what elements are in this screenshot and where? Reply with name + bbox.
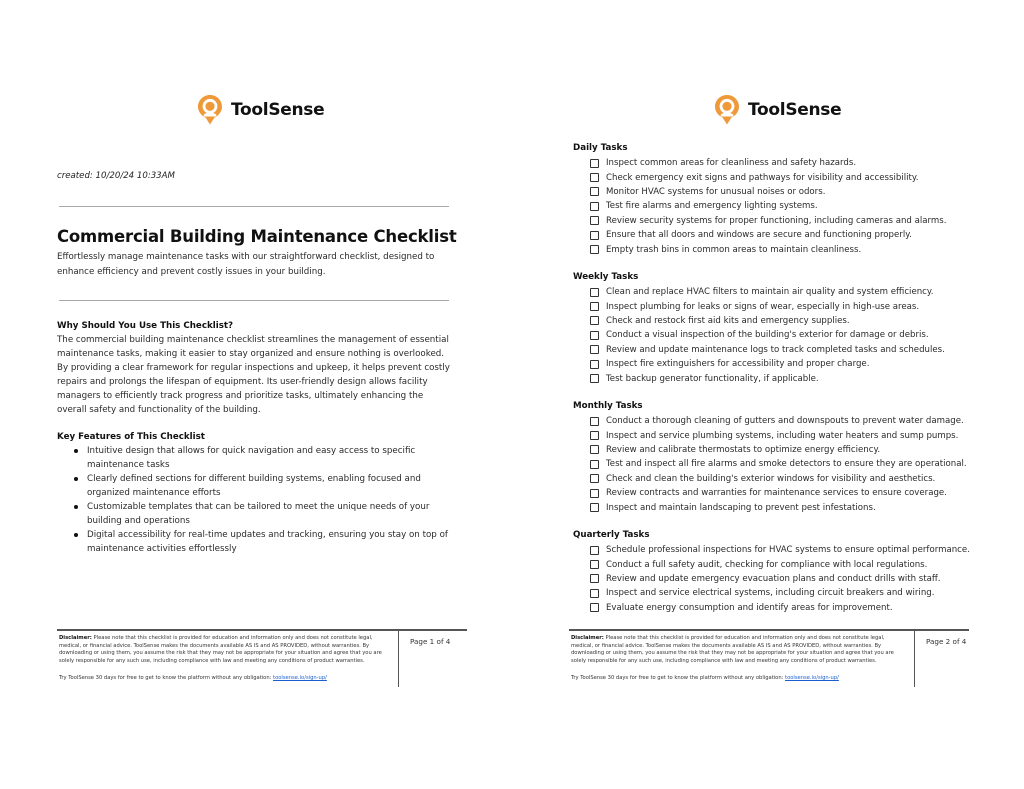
disclaimer-text: Disclaimer: Please note that this checklist is provided for education and information only and does not constitute legal, medical, or financial advice. ToolSense makes the documents available AS IS and AS PROVIDED, without warranties. By downloading or using them, you assume the risk that they may not be appropriate for your situation and agree that you are solely responsible for any such use, including compliance with law and meeting any conditions of product warranties. [571, 635, 894, 664]
checkbox[interactable] [590, 603, 599, 612]
checklist-item[interactable]: Test backup generator functionality, if applicable. [573, 371, 993, 385]
quarterly-tasks-section [573, 529, 993, 615]
section-heading: Quarterly Tasks [573, 530, 650, 540]
page-number: Page 2 of 4 [926, 637, 967, 646]
checklist-item[interactable]: Inspect and service plumbing systems, including water heaters and sump pumps. [573, 428, 993, 442]
checklist-item[interactable]: Inspect fire extinguishers for accessibility and proper charge. [573, 357, 993, 371]
why-body-text: The commercial building maintenance checklist streamlines the management of essential maintenance tasks, making it easier to stay organized and ensure nothing is overlooked. By providing a clear framework for regular inspections and upkeep, it helps prevent costly repairs and prolongs the lifespan of equipment. Its user-friendly design allows facility managers to efficiently track progress and prioritize tasks, ultimately enhancing the overall safety and functionality of the building. [57, 335, 450, 415]
checklist-item[interactable]: Schedule professional inspections for HVAC systems to ensure optimal performance. [573, 543, 993, 557]
list-item: Customizable templates that can be tailored to meet the unique needs of your building and operations [57, 500, 457, 528]
checklist-item[interactable]: Monitor HVAC systems for unusual noises or odors. [573, 185, 993, 199]
checkbox[interactable] [590, 159, 599, 168]
checklist-item[interactable]: Inspect plumbing for leaks or signs of wear, especially in high-use areas. [573, 299, 993, 313]
monthly-tasks-section [573, 400, 993, 515]
checkbox[interactable] [590, 202, 599, 211]
page-footer [57, 629, 467, 687]
checklist-item[interactable]: Conduct a full safety audit, checking for compliance with local regulations. [573, 557, 993, 571]
checklist-item[interactable]: Conduct a thorough cleaning of gutters and downspouts to prevent water damage. [573, 414, 993, 428]
daily-tasks-section [573, 142, 993, 257]
checkbox[interactable] [590, 574, 599, 583]
checkbox[interactable] [590, 173, 599, 182]
brand-name: ToolSense [748, 100, 842, 120]
checkbox[interactable] [590, 374, 599, 383]
toolsense-logo [714, 94, 841, 126]
checkbox[interactable] [590, 316, 599, 325]
section-heading: Monthly Tasks [573, 401, 643, 411]
checklist-item[interactable]: Empty trash bins in common areas to maintain cleanliness. [573, 242, 993, 256]
document-page-2 [512, 0, 1024, 789]
checkbox[interactable] [590, 288, 599, 297]
checklist-item[interactable]: Inspect and maintain landscaping to prevent pest infestations. [573, 500, 993, 514]
checkbox[interactable] [590, 216, 599, 225]
feature-list [57, 444, 457, 556]
list-item: Intuitive design that allows for quick navigation and easy access to specific maintenance tasks [57, 444, 457, 472]
page-subtitle: Effortlessly manage maintenance tasks with our straightforward checklist, designed to enhance efficiency and prevent costly issues in your building. [57, 252, 435, 277]
checkbox[interactable] [590, 331, 599, 340]
checklist-item[interactable]: Review and update emergency evacuation plans and conduct drills with staff. [573, 572, 993, 586]
checklist-item[interactable]: Clean and replace HVAC filters to maintain air quality and system efficiency. [573, 285, 993, 299]
checkbox[interactable] [590, 302, 599, 311]
checkbox[interactable] [590, 474, 599, 483]
trial-text: Try ToolSense 30 days for free to get to know the platform without any obligation: toolsense.io/sign-up/ [571, 675, 839, 681]
checkbox[interactable] [590, 360, 599, 369]
location-pin-person-icon [197, 94, 223, 126]
location-pin-person-icon [714, 94, 740, 126]
sign-up-link[interactable]: toolsense.io/sign-up/ [785, 675, 839, 681]
bullet-icon [74, 533, 78, 537]
checkbox[interactable] [590, 431, 599, 440]
divider [59, 300, 449, 301]
checklist-item[interactable]: Check and restock first aid kits and emergency supplies. [573, 314, 993, 328]
checkbox[interactable] [590, 417, 599, 426]
brand-name: ToolSense [231, 100, 325, 120]
checklist-item[interactable]: Inspect and service electrical systems, including circuit breakers and wiring. [573, 586, 993, 600]
checklist-item[interactable]: Test and inspect all fire alarms and smoke detectors to ensure they are operational. [573, 457, 993, 471]
bullet-icon [74, 449, 78, 453]
checkbox[interactable] [590, 187, 599, 196]
checklist-item[interactable]: Review and calibrate thermostats to optimize energy efficiency. [573, 443, 993, 457]
page-title: Commercial Building Maintenance Checklist [57, 227, 457, 246]
checkbox[interactable] [590, 345, 599, 354]
section-heading: Key Features of This Checklist [57, 432, 205, 442]
checkbox[interactable] [590, 560, 599, 569]
footer-separator [398, 631, 399, 687]
checkbox[interactable] [590, 231, 599, 240]
section-heading: Why Should You Use This Checklist? [57, 321, 234, 331]
bullet-icon [74, 505, 78, 509]
divider [59, 206, 449, 207]
checkbox[interactable] [590, 589, 599, 598]
checklist-item[interactable]: Review security systems for proper functioning, including cameras and alarms. [573, 214, 993, 228]
section-heading: Weekly Tasks [573, 272, 639, 282]
toolsense-logo [197, 94, 324, 126]
weekly-tasks-section [573, 271, 993, 386]
footer-separator [914, 631, 915, 687]
sign-up-link[interactable]: toolsense.io/sign-up/ [273, 675, 327, 681]
checklist-item[interactable]: Evaluate energy consumption and identify areas for improvement. [573, 601, 993, 615]
why-section [57, 320, 453, 417]
section-heading: Daily Tasks [573, 143, 628, 153]
page-footer [569, 629, 969, 687]
checkbox[interactable] [590, 460, 599, 469]
checkbox[interactable] [590, 503, 599, 512]
created-timestamp: created: 10/20/24 10:33AM [57, 171, 175, 181]
disclaimer-text: Disclaimer: Please note that this checklist is provided for education and information only and does not constitute legal, medical, or financial advice. ToolSense makes the documents available AS IS and AS PROVIDED, without warranties. By downloading or using them, you assume the risk that they may not be appropriate for your situation and agree that you are solely responsible for any such use, including compliance with law and meeting any conditions of product warranties. [59, 635, 382, 664]
checklist-item[interactable]: Ensure that all doors and windows are secure and functioning properly. [573, 228, 993, 242]
checkbox[interactable] [590, 489, 599, 498]
checklist-item[interactable]: Check emergency exit signs and pathways for visibility and accessibility. [573, 170, 993, 184]
bullet-icon [74, 477, 78, 481]
checklist-item[interactable]: Check and clean the building's exterior windows for visibility and aesthetics. [573, 472, 993, 486]
key-features-section [57, 431, 457, 556]
checklist-item[interactable]: Conduct a visual inspection of the building's exterior for damage or debris. [573, 328, 993, 342]
checklist-item[interactable]: Review and update maintenance logs to track completed tasks and schedules. [573, 343, 993, 357]
list-item: Clearly defined sections for different building systems, enabling focused and organized maintenance efforts [57, 472, 457, 500]
checkbox[interactable] [590, 546, 599, 555]
checklist-item[interactable]: Inspect common areas for cleanliness and safety hazards. [573, 156, 993, 170]
checkbox[interactable] [590, 245, 599, 254]
checkbox[interactable] [590, 445, 599, 454]
checklist-item[interactable]: Test fire alarms and emergency lighting systems. [573, 199, 993, 213]
page-number: Page 1 of 4 [410, 637, 451, 646]
list-item: Digital accessibility for real-time updates and tracking, ensuring you stay on top of maintenance activities effortlessly [57, 528, 457, 556]
trial-text: Try ToolSense 30 days for free to get to know the platform without any obligation: toolsense.io/sign-up/ [59, 675, 327, 681]
checklist-item[interactable]: Review contracts and warranties for maintenance services to ensure coverage. [573, 486, 993, 500]
